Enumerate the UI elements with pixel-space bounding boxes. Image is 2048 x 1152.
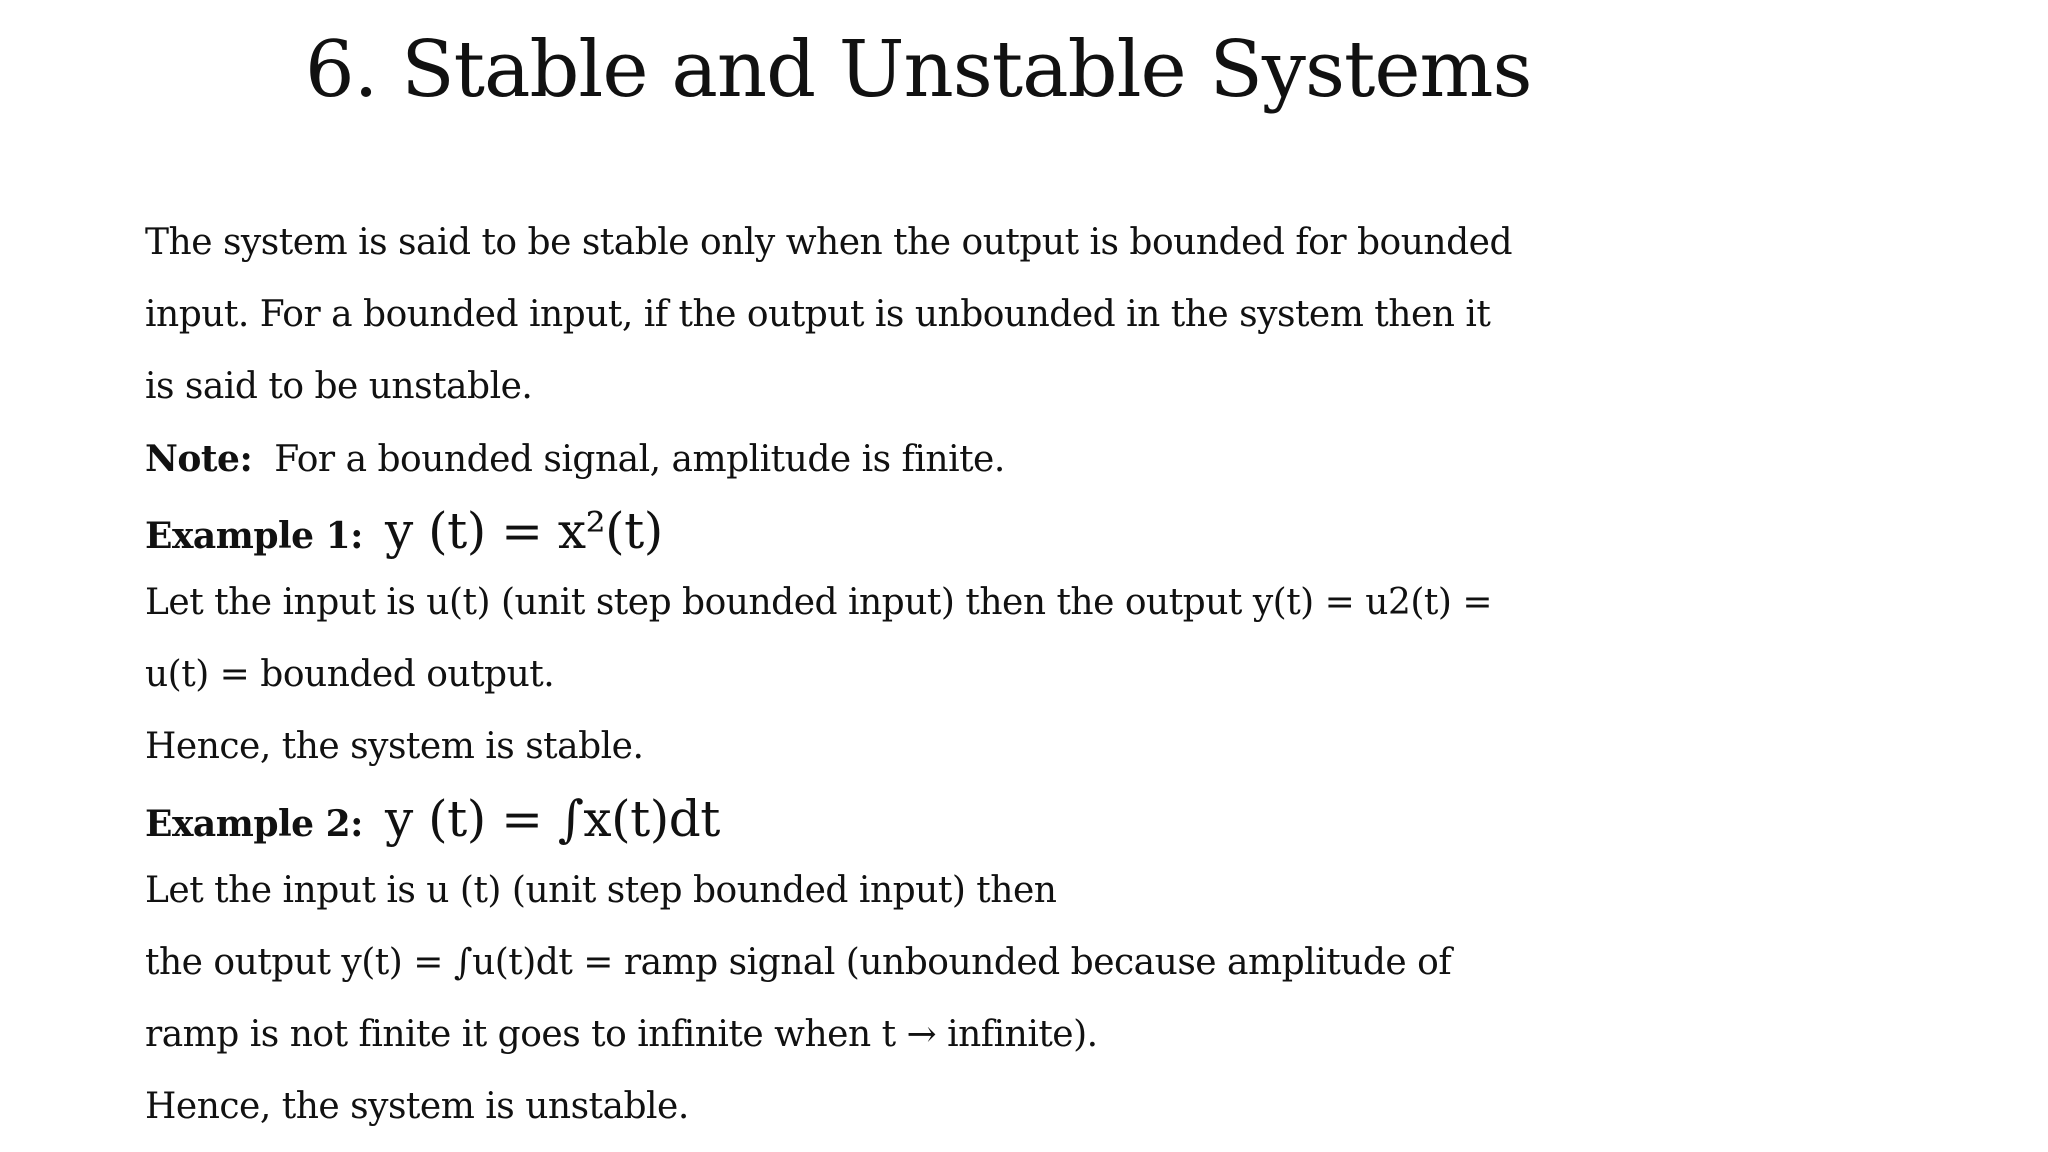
line-text: is said to be unstable.	[145, 366, 533, 407]
paragraph-line	[145, 567, 2025, 639]
slide-title: 6. Stable and Unstable Systems	[305, 25, 1532, 115]
line-text: Let the input is u(t) (unit step bounded input) then the output y(t) = u2(t) =	[145, 582, 1493, 623]
example-1-label: Example 1:	[145, 515, 363, 557]
example-1-equation: y (t) = x²(t)	[384, 502, 663, 560]
paragraph-line	[145, 639, 2025, 711]
line-text: Hence, the system is unstable.	[145, 1086, 689, 1127]
line-text: Hence, the system is stable.	[145, 726, 644, 767]
conclusion-line	[145, 1071, 2025, 1143]
example-2-label: Example 2:	[145, 803, 363, 845]
example-1-line	[145, 495, 2025, 567]
paragraph-line	[145, 855, 2025, 927]
paragraph-line	[145, 207, 2025, 279]
paragraph-line	[145, 927, 2025, 999]
note-line	[145, 423, 2025, 495]
line-text: The system is said to be stable only when the output is bounded for bounded	[145, 222, 1512, 263]
slide-body	[145, 207, 2025, 1143]
line-text: ramp is not finite it goes to infinite when t → infinite).	[145, 1014, 1098, 1055]
note-label: Note:	[145, 438, 253, 480]
line-text: u(t) = bounded output.	[145, 654, 555, 695]
line-text: input. For a bounded input, if the output is unbounded in the system then it	[145, 294, 1491, 335]
example-2-line	[145, 783, 2025, 855]
example-2-equation: y (t) = ∫x(t)dt	[384, 790, 720, 848]
paragraph-line	[145, 351, 2025, 423]
paragraph-line	[145, 279, 2025, 351]
note-text: For a bounded signal, amplitude is finite.	[274, 439, 1005, 480]
line-text: the output y(t) = ∫u(t)dt = ramp signal (unbounded because amplitude of	[145, 942, 1452, 983]
conclusion-line	[145, 711, 2025, 783]
line-text: Let the input is u (t) (unit step bounded input) then	[145, 870, 1057, 911]
paragraph-line	[145, 999, 2025, 1071]
